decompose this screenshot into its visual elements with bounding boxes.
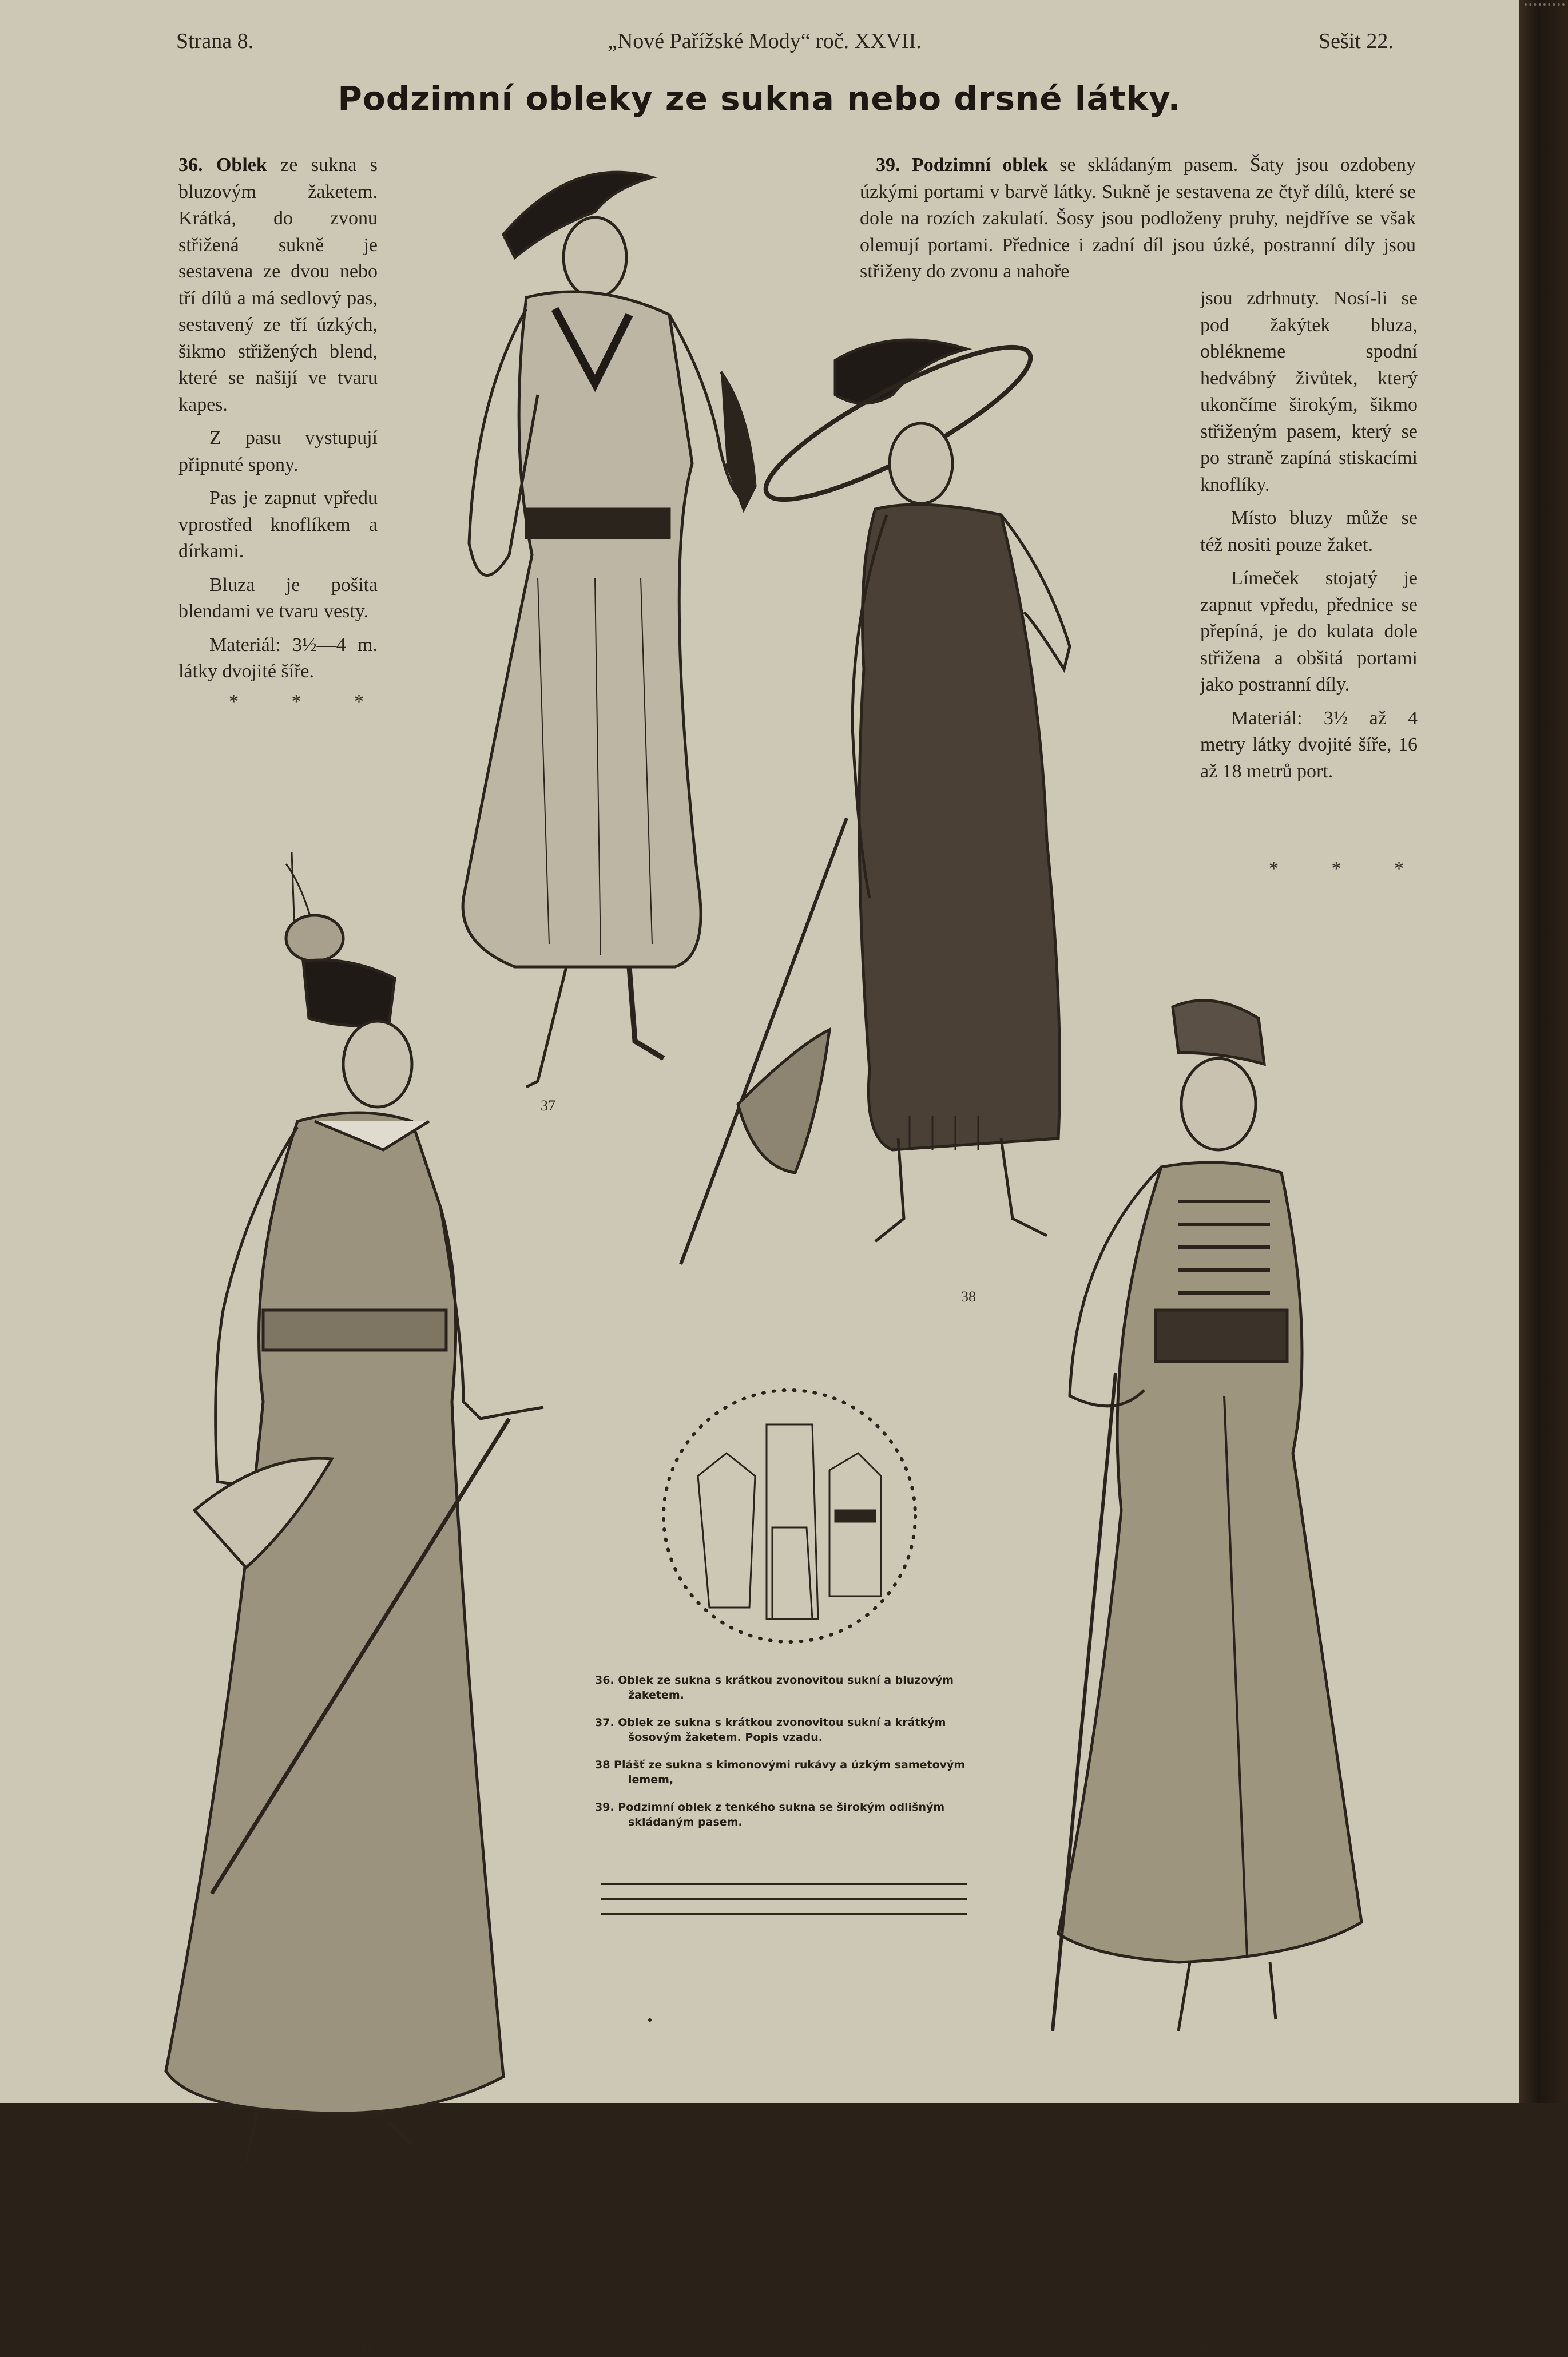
- caption-39: 39. Podzimní oblek z tenkého sukna se širokým odlišným skládaným pasem.: [595, 1801, 945, 1828]
- caption-38: 38 Plášť ze sukna s kimonovými rukávy a úzkým sametovým lemem,: [595, 1759, 966, 1786]
- item-title: Oblek: [216, 154, 267, 176]
- paragraph: Límeček stojatý je zapnut vpředu, přednice se přepíná, je do kulata dole střižena a obšitá portami jako postranní díly.: [1200, 568, 1418, 695]
- paragraph: Bluza je pošita blendami ve tvaru vesty.: [178, 574, 378, 622]
- separator-stars: * * *: [1269, 858, 1428, 879]
- figure-number-39: 39: [1196, 2340, 1210, 2356]
- right-text-top: [860, 152, 1416, 292]
- left-text-column: [178, 152, 378, 692]
- material-note: Materiál: 3½ až 4 metry látky dvojité šíře, 16 až 18 metrů port.: [1200, 707, 1418, 782]
- book-binding: [1519, 0, 1568, 2103]
- caption-37: 37. Oblek ze sukna s krátkou zvonovitou sukní a krátkým šosovým žaketem. Popis vzadu.: [595, 1716, 946, 1744]
- right-text-narrow: [1200, 285, 1418, 792]
- item-title: Podzimní oblek: [912, 154, 1048, 176]
- fashion-figure-36: [143, 852, 658, 2340]
- divider-rule: [601, 1898, 967, 1900]
- separator-stars: * * *: [229, 691, 388, 712]
- paragraph: Místo bluzy může se též nositi pouze žaket.: [1200, 507, 1418, 555]
- figure-number-37: 37: [541, 1097, 555, 1114]
- material-note: Materiál: 3½—4 m. látky dvojité šíře.: [178, 634, 378, 682]
- issue-number: Sešit 22.: [1319, 29, 1394, 53]
- fashion-figure-39: [1007, 995, 1419, 2071]
- figure-number-38: 38: [961, 1288, 976, 1305]
- paragraph-36: [178, 152, 378, 418]
- paragraph: Z pasu vystupují připnuté spony.: [178, 427, 378, 475]
- caption-36: 36. Oblek ze sukna s krátkou zvonovitou sukní a bluzovým žaketem.: [595, 1674, 954, 1701]
- item-description: ze sukna s bluzovým žaketem. Krátká, do zvonu střižená sukně je sestavena ze dvou nebo tří dílů a má sedlový pas, sestavený ze tří úzkých, šikmo střižených blend, které se našijí ve tvaru kapes.: [178, 154, 378, 415]
- item-number: 39.: [876, 154, 900, 176]
- divider-rule: [601, 1913, 967, 1915]
- pattern-inset: [652, 1379, 927, 1653]
- bottom-dot: [648, 2018, 652, 2022]
- item-number: 36.: [178, 154, 203, 176]
- item-description: se skládaným pasem. Šaty jsou ozdobeny úzkými portami v barvě látky. Sukně je sestavena ze čtyř dílů, které se dole na rozích zakulatí. Šosy jsou podloženy pruhy, nejdříve se však olemují portami. Přednice i zadní díl jsou úzké, postranní díly jsou střiženy do zvonu a nahoře: [860, 154, 1416, 282]
- binding-stitching: [1525, 3, 1565, 10]
- figure-captions: [595, 1673, 972, 1842]
- paragraph: Pas je zapnut vpředu vprostřed knoflíkem a dírkami.: [178, 487, 378, 562]
- paragraph: jsou zdrhnuty. Nosí-li se pod žakýtek bluza, oblékneme spodní hedvábný živůtek, který ukončíme širokým, šikmo střiženým pasem, který se po straně zapíná stiskacími knoflíky.: [1200, 288, 1418, 495]
- magazine-title: „Nové Pařížské Mody“ roč. XXVII.: [608, 29, 922, 53]
- figure-number-36: 36: [356, 2340, 371, 2356]
- page-title: Podzimní obleky ze sukna nebo drsné látky.: [338, 79, 1181, 118]
- page-number: Strana 8.: [176, 29, 254, 53]
- paragraph-39: [860, 152, 1416, 285]
- divider-rule: [601, 1883, 967, 1885]
